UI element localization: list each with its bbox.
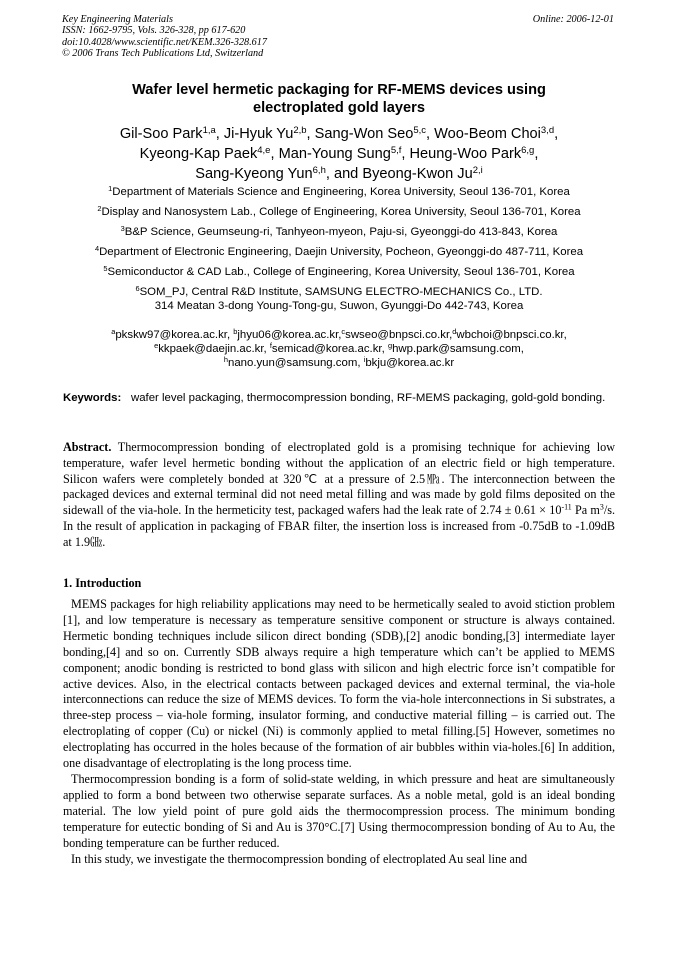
title-line: Wafer level hermetic packaging for RF-MEMS devices using	[132, 82, 546, 98]
author-name: Sang-Won Seo	[314, 126, 414, 142]
doi-line[interactable]: doi:10.4028/www.scientific.net/KEM.326-328.617	[62, 36, 267, 48]
email-link[interactable]: bkju@korea.ac.kr	[365, 357, 455, 369]
body-paragraph: In this study, we investigate the thermocompression bonding of electroplated Au seal line and	[71, 851, 528, 866]
author-name: Byeong-Kwon Ju	[362, 166, 473, 182]
email-link[interactable]: wbchoi@bnpsci.co.kr	[456, 329, 564, 341]
paper-title	[70, 81, 608, 117]
online-date: Online: 2006-12-01	[532, 14, 614, 25]
keywords-text: wafer level packaging, thermocompression bonding, RF-MEMS packaging, gold-gold bonding.	[131, 392, 606, 404]
keywords-block	[63, 391, 615, 406]
author-name: Sang-Kyeong Yun	[195, 166, 313, 182]
affiliation: $^6$SOM_PJ, Central R&D Institute, SAMSUNG ELECTRO-MECHANICS Co., LTD.	[135, 283, 543, 298]
author-name: Woo-Beom Choi	[434, 126, 541, 142]
author-name: Heung-Woo Park	[409, 146, 522, 162]
email-line: $^a$pkskw97@korea.ac.kr, $^b$jhyu06@korea.ac.kr,$^c$swseo@bnpsci.co.kr,$^d$wbchoi@bnpsci.co.kr,	[111, 326, 567, 341]
copyright-line: © 2006 Trans Tech Publications Ltd, Switzerland	[62, 47, 264, 59]
author-name: Gil-Soo Park	[119, 126, 203, 142]
abstract-paragraph: Abstract. Thermocompression bonding of electroplated gold is a promising technique for achieving low temperature, wafer level hermetic bonding without the application of an electric field or high temperature. Silicon wafers were completely bonded at 320℃ at a pressure of 2.5㎫. The interconnection between the packaged devices and external terminal did not need metal filling and was made by gold films deposited on the sidewall of the via-hole. In the hermeticity test, packaged wafers had the leak rate of $2.74 \pm 0.61 \times 10^{-11}$ Pa $m^3/s$. In the result of application in packaging of FBAR filter, the insertion loss is increased from -0.75dB to -1.09dB at 1.9㎓.	[63, 440, 615, 549]
author-sup: 6,h	[312, 164, 326, 176]
author-name: Ji-Hyuk Yu	[223, 126, 294, 142]
abstract-label: Abstract.	[63, 440, 112, 454]
email-line: $^e$kkpaek@daejin.ac.kr, $^f$semicad@korea.ac.kr, $^g$hwp.park@samsung.com,	[154, 340, 524, 355]
email-link[interactable]: swseo@bnpsci.co.kr	[345, 329, 450, 341]
author-sup: 2,i	[472, 164, 483, 176]
email-list	[40, 328, 638, 370]
author-line: Kyeong-Kap Paek$^{4,e}$, Man-Young Sung$^{5,f}$, Heung-Woo Park$^{6,g}$,	[139, 144, 539, 162]
body-paragraph: MEMS packages for high reliability applications may need to be hermetically sealed to avoid stiction problem [1], and low temperature is necessary as temperature sensitive component or structure is always contained. Hermetic bonding techniques include silicon direct bonding (SDB),[2] anodic bonding,[3] intermediate layer bonding,[4] and so on. Currently SDB always require a high temperature which can’t be applied to MEMS component; anodic bonding is restricted to bond glass with silicon and high electric force isn’t compatible for active devices. Also, in the electrical contacts between packaged devices and external terminal, the via-hole interconnections can reduce the size of MEMS devices. To form the via-hole interconnections in Si substrates, a three-step process – via-hole forming, insulator forming, and conductive material filling – is carried out. The electroplating of copper (Cu) or nickel (Ni) is commonly applied to metal filling.[5] However, sometimes no electroplating has occurred in the holes because of the formation of air bubbles within via-holes.[6] In addition, one disadvantage of electroplating is the long process time.	[63, 597, 615, 771]
affiliation: $^3$B&P Science, Geumseung-ri, Tanhyeon-myeon, Paju-si, Gyeonggi-do 413-843, Korea	[120, 223, 558, 238]
affiliation-address: 314 Meatan 3-dong Young-Tong-gu, Suwon, Gyunggi-Do 442-743, Korea	[154, 300, 524, 312]
keywords-label: Keywords:	[63, 392, 122, 404]
author-line: Gil-Soo Park$^{1,a}$, Ji-Hyuk Yu$^{2,b}$, Sang-Won Seo$^{5,c}$, Woo-Beom Choi$^{3,d}$,	[119, 124, 559, 142]
journal-header	[62, 14, 267, 59]
body-paragraph: Thermocompression bonding is a form of solid-state welding, in which pressure and heat are simultaneously applied to form a bond between two otherwise separate surfaces. As a noble metal, gold is an ideal bonding material. The low yield point of pure gold aids the thermocompression process. The minimum bonding temperature for eutectic bonding of Si and Au is 370°C.[7] Using thermocompression bonding of Au to Au, the bonding temperature can be further reduced.	[63, 771, 615, 850]
email-link[interactable]: semicad@korea.ac.kr	[271, 343, 382, 355]
email-link[interactable]: pkskw97@korea.ac.kr	[115, 329, 227, 341]
affiliation: $^4$Department of Electronic Engineering, Daejin University, Pocheon, Gyeonggi-do 487-711, Korea	[94, 243, 584, 258]
author-name: Kyeong-Kap Paek	[139, 146, 258, 162]
introduction-body	[63, 597, 615, 867]
author-sup: 5,c	[413, 124, 427, 136]
section-heading: 1. Introduction	[63, 576, 142, 590]
email-line: $^h$nano.yun@samsung.com, $^i$bkju@korea.ac.kr	[223, 354, 455, 369]
affiliation-list	[40, 185, 638, 319]
author-name: Man-Young Sung	[278, 146, 391, 162]
author-sup: 4,e	[257, 144, 271, 156]
author-sup: 5,f	[390, 144, 402, 156]
email-link[interactable]: kkpaek@daejin.ac.kr	[158, 343, 264, 355]
email-link[interactable]: nano.yun@samsung.com	[227, 357, 358, 369]
author-sup: 1,a	[202, 124, 216, 136]
issn-line: ISSN: 1662-9795, Vols. 326-328, pp 617-620	[62, 25, 246, 37]
affiliation: $^1$Department of Materials Science and Engineering, Korea University, Seoul 136-701, Korea	[108, 183, 570, 198]
email-link[interactable]: jhyu06@korea.ac.kr	[237, 329, 339, 341]
author-line: Sang-Kyeong Yun$^{6,h}$, and Byeong-Kwon Ju$^{2,i}$	[195, 164, 483, 182]
author-sup: 3,d	[540, 124, 555, 136]
email-link[interactable]: hwp.park@samsung.com	[392, 343, 521, 355]
author-sup: 6,g	[521, 144, 535, 156]
affiliation: $^5$Semiconductor & CAD Lab., College of Engineering, Korea University, Seoul 136-701, Korea	[103, 263, 575, 278]
affiliation: $^2$Display and Nanosystem Lab., College of Engineering, Korea University, Seoul 136-701, Korea	[97, 203, 581, 218]
author-list	[60, 124, 618, 184]
title-line: electroplated gold layers	[253, 100, 425, 116]
author-sup: 2,b	[293, 124, 307, 136]
journal-name: Key Engineering Materials	[62, 14, 173, 25]
